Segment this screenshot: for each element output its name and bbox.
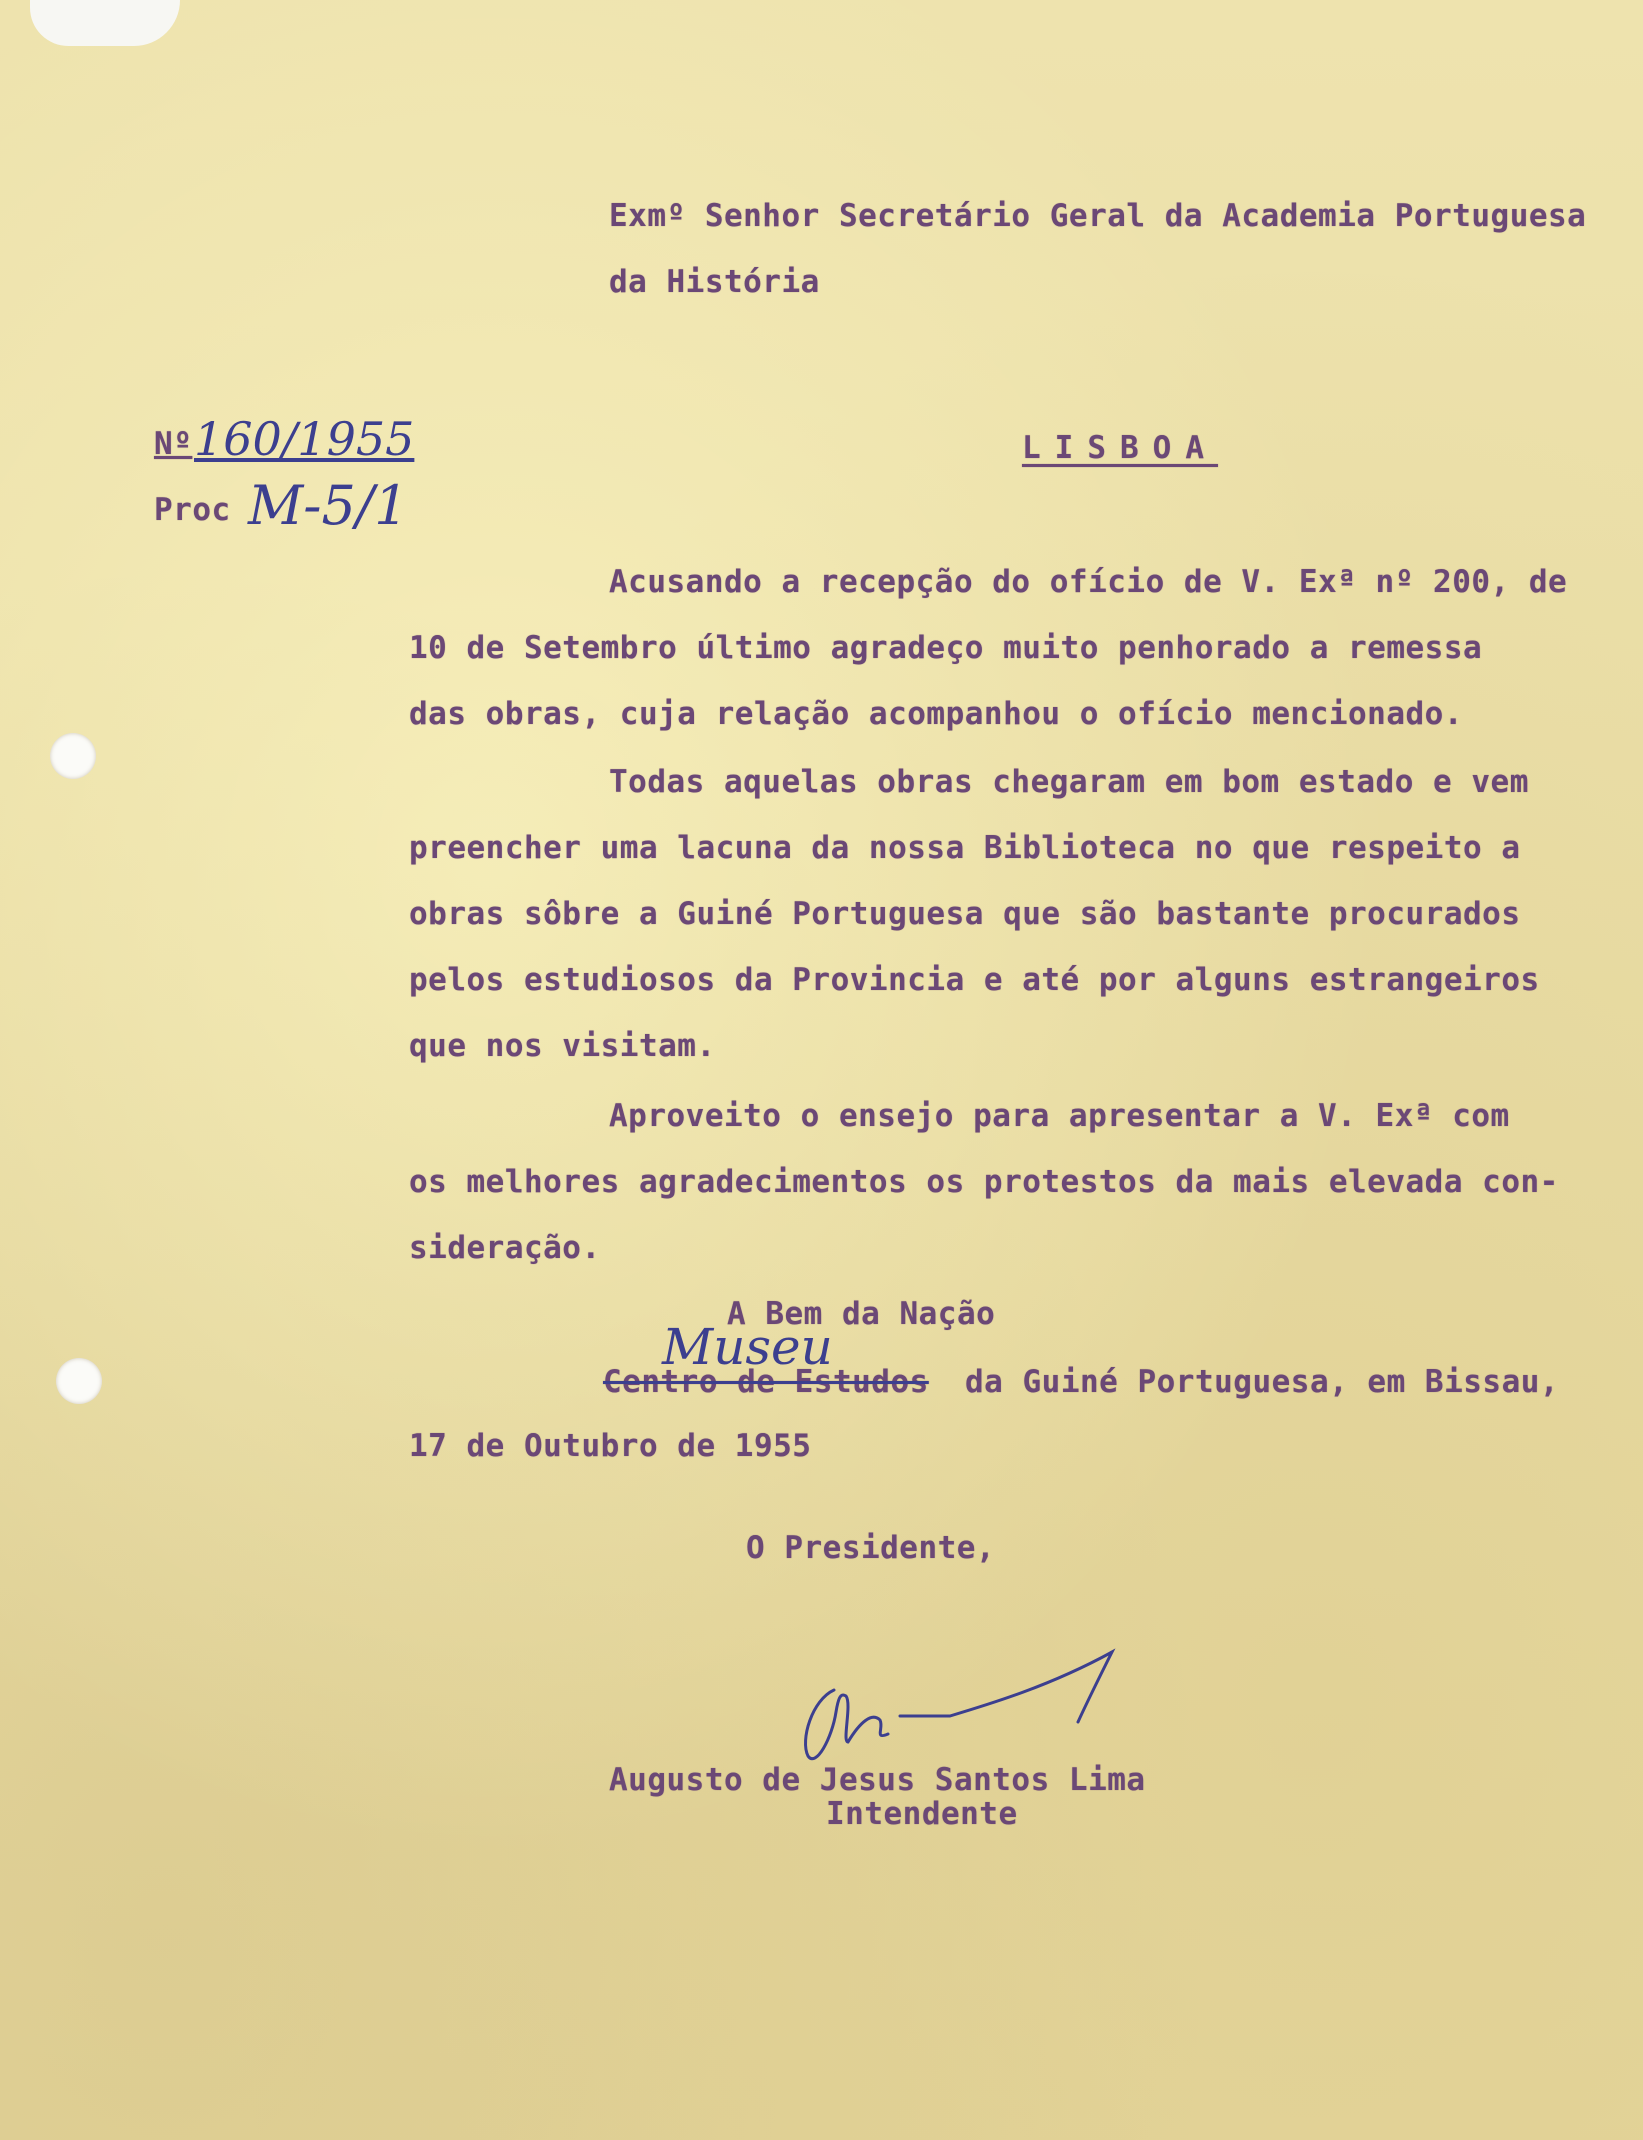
addressee-line-1: Exmº Senhor Secretário Geral da Academia Portuguesa (609, 198, 1587, 234)
body-p2-line-4: pelos estudiosos da Provincia e até por alguns estrangeiros (409, 962, 1540, 998)
signatory-name: Augusto de Jesus Santos Lima (609, 1762, 1146, 1798)
reference-number-label: Nº (154, 426, 193, 462)
handwritten-correction: Museu (662, 1318, 833, 1376)
body-p1-line-2: 10 de Setembro último agradeço muito penhorado a remessa (409, 630, 1483, 666)
proc-value: M-5/1 (248, 474, 409, 537)
body-p3-line-1: Aproveito o ensejo para apresentar a V. Exª com (609, 1098, 1510, 1134)
signatory-role: Intendente (826, 1796, 1018, 1832)
body-p2-line-2: preencher uma lacuna da nossa Biblioteca no que respeito a (409, 830, 1521, 866)
body-p2-line-1: Todas aquelas obras chegaram em bom estado e vem (609, 764, 1529, 800)
city-heading: LISBOA (1022, 430, 1218, 466)
addressee-line-2: da História (609, 264, 820, 300)
body-p1-line-1: Acusando a recepção do ofício de V. Exª nº 200, de (609, 564, 1568, 600)
body-p2-line-3: obras sôbre a Guiné Portuguesa que são bastante procurados (409, 896, 1521, 932)
signatory-title: O Presidente, (746, 1530, 996, 1566)
letter-date: 17 de Outubro de 1955 (409, 1428, 812, 1464)
body-p2-line-5: que nos visitam. (409, 1028, 716, 1064)
body-p3-line-3: sideração. (409, 1230, 601, 1266)
body-p1-line-3: das obras, cuja relação acompanhou o ofício mencionado. (409, 696, 1463, 732)
body-p3-line-2: os melhores agradecimentos os protestos da mais elevada con- (409, 1164, 1559, 1200)
place-line-rest: da Guiné Portuguesa, em Bissau, (965, 1364, 1560, 1400)
closing-motto: A Bem da Nação (727, 1296, 996, 1332)
struck-out-text: Centro de Estudos (603, 1364, 929, 1400)
reference-number-value: 160/1955 (194, 412, 415, 466)
proc-label: Proc (154, 492, 231, 528)
